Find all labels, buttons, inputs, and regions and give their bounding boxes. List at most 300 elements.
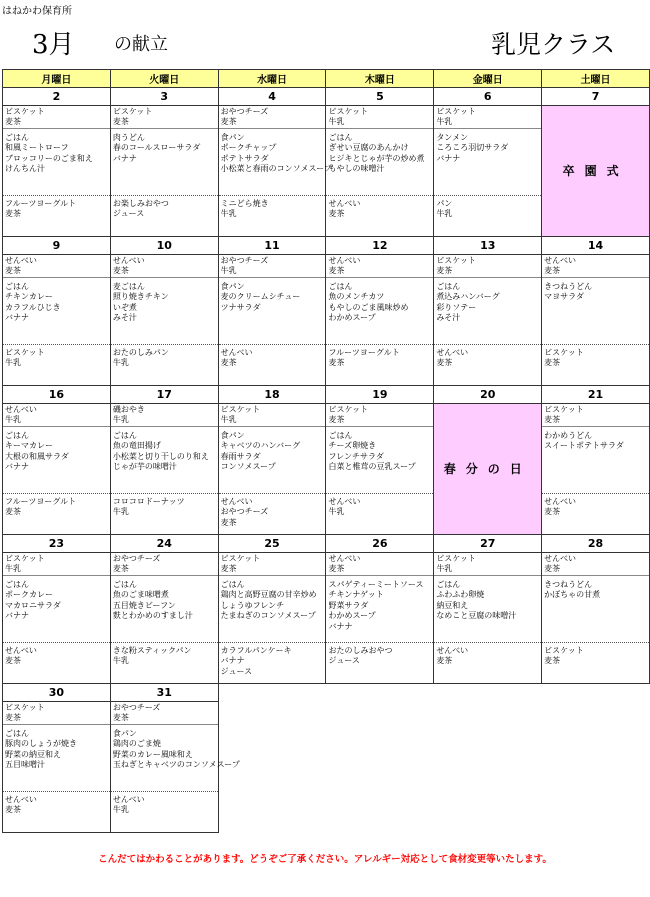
menu-cell — [434, 106, 542, 237]
morning-snack — [542, 255, 649, 278]
day-number: 13 — [434, 237, 542, 255]
menu-item: ビスケット — [436, 256, 476, 265]
menu-item: おやつチーズ — [220, 107, 269, 116]
menu-item: せんべい — [5, 405, 37, 414]
morning-snack — [111, 404, 218, 427]
menu-item: お楽しみおやつ — [112, 199, 169, 208]
morning-snack — [542, 404, 649, 427]
menu-item: ビスケット — [220, 554, 261, 563]
afternoon-snack — [3, 494, 110, 518]
morning-snack — [326, 106, 433, 129]
menu-item: ポークチャップ — [220, 143, 277, 153]
day-number: 28 — [542, 535, 650, 553]
lunch-menu — [111, 427, 218, 494]
menu-item: きつねうどん — [544, 282, 593, 291]
empty-cell — [542, 684, 650, 702]
menu-cell — [218, 255, 326, 386]
menu-item: 麦茶 — [5, 117, 21, 127]
morning-snack — [219, 553, 326, 576]
menu-item: フルーツヨーグルト — [328, 348, 400, 357]
menu-item: 食パン — [220, 282, 245, 291]
menu-row — [3, 404, 650, 535]
menu-item: ポークカレー — [5, 590, 53, 600]
menu-cell — [434, 255, 542, 386]
lunch-menu — [3, 129, 110, 196]
month-label: 3月 — [32, 30, 75, 60]
day-number: 7 — [542, 88, 650, 106]
lunch-menu — [326, 278, 433, 345]
menu-item: 豚肉のしょうが焼き — [5, 739, 77, 749]
menu-item: わかめスープ — [328, 313, 376, 323]
menu-item: なめこと豆腐の味噌汁 — [436, 611, 517, 621]
morning-snack — [111, 255, 218, 278]
lunch-menu — [434, 129, 541, 196]
afternoon-snack — [219, 643, 326, 677]
menu-item: バナナ — [436, 153, 461, 163]
lunch-menu — [326, 576, 433, 643]
menu-item: 牛乳 — [112, 507, 129, 517]
menu-item: タンメン — [436, 133, 469, 142]
event-cell — [434, 404, 542, 535]
menu-item: ごはん — [112, 580, 137, 589]
menu-item: 牛乳 — [220, 266, 237, 276]
menu-item: 野菜サラダ — [328, 600, 369, 610]
day-number: 17 — [110, 386, 218, 404]
menu-item: ジュース — [220, 666, 253, 676]
menu-item: ジュース — [112, 209, 145, 219]
menu-item: 五目焼きビーフン — [112, 600, 176, 610]
day-number: 12 — [326, 237, 434, 255]
menu-item: キャベツのハンバーグ — [220, 441, 301, 451]
menu-item: せんべい — [544, 554, 576, 563]
lunch-menu — [3, 427, 110, 494]
menu-item: かぼちゃの甘煮 — [544, 590, 601, 600]
menu-item: 大根の和風サラダ — [5, 451, 69, 461]
date-row — [3, 535, 650, 553]
menu-item: 麦茶 — [112, 266, 129, 276]
event-label: 春分の日 — [443, 461, 532, 476]
menu-item: 麦茶 — [328, 358, 345, 368]
menu-item: おたのしみパン — [112, 348, 169, 357]
afternoon-snack — [219, 494, 326, 528]
morning-snack — [219, 404, 326, 427]
day-number: 16 — [3, 386, 111, 404]
menu-item: ごはん — [5, 729, 29, 738]
event-cell — [542, 106, 650, 237]
menu-item: 小松菜と切り干しのり和え — [112, 451, 209, 461]
empty-cell — [542, 702, 650, 833]
menu-item: フルーツヨーグルト — [5, 497, 77, 506]
menu-item: マヨサラダ — [544, 292, 585, 302]
day-number: 31 — [110, 684, 218, 702]
menu-title: の献立 — [114, 34, 168, 55]
menu-cell — [110, 553, 218, 684]
menu-item: ぎせい豆腐のあんかけ — [328, 143, 409, 153]
school-name: はねかわ保育所 — [2, 6, 72, 17]
morning-snack — [111, 702, 218, 725]
menu-item: 麦茶 — [436, 656, 453, 666]
menu-item: ビスケット — [5, 703, 45, 712]
menu-item: ビスケット — [112, 107, 153, 116]
afternoon-snack — [219, 196, 326, 220]
afternoon-snack — [3, 196, 110, 220]
lunch-menu — [434, 278, 541, 345]
menu-item: せんべい — [328, 256, 361, 265]
menu-item: 白菜と椎茸の豆乳スープ — [328, 462, 416, 472]
lunch-menu — [542, 576, 649, 643]
menu-item: おやつチーズ — [220, 507, 269, 517]
afternoon-snack — [542, 345, 649, 369]
menu-cell — [218, 106, 332, 237]
menu-calendar — [2, 69, 650, 833]
menu-item: パン — [436, 199, 453, 208]
morning-snack — [434, 255, 541, 278]
menu-item: 磯おやき — [112, 405, 145, 414]
empty-cell — [326, 684, 434, 702]
menu-item: 牛乳 — [436, 117, 453, 127]
day-number: 25 — [218, 535, 326, 553]
menu-item: ビスケット — [328, 405, 369, 414]
menu-item: ごはん — [220, 580, 245, 589]
menu-row — [3, 702, 650, 833]
menu-item: チーズ卵焼き — [328, 441, 377, 451]
menu-item: きな粉スティックパン — [112, 646, 192, 655]
day-number: 10 — [110, 237, 218, 255]
menu-item: 春のコールスローサラダ — [112, 143, 201, 153]
afternoon-snack — [434, 196, 541, 220]
menu-item: 牛乳 — [328, 507, 345, 517]
menu-item: 麦茶 — [5, 805, 21, 815]
menu-item: おやつチーズ — [220, 256, 269, 265]
menu-item: ミニどら焼き — [220, 199, 269, 208]
lunch-menu — [542, 427, 649, 494]
menu-item: 牛乳 — [328, 117, 345, 127]
menu-item: ヒジキとじゃが芋の炒め煮 — [328, 153, 425, 163]
afternoon-snack — [3, 643, 110, 667]
menu-item: ごはん — [5, 133, 29, 142]
empty-cell — [218, 684, 326, 702]
menu-cell — [542, 255, 650, 386]
menu-item: ビスケット — [5, 554, 45, 563]
menu-item: 麦茶 — [544, 358, 561, 368]
afternoon-snack — [111, 345, 218, 369]
menu-item: フレンチサラダ — [328, 451, 384, 461]
menu-item: 麦茶 — [544, 656, 561, 666]
lunch-menu — [111, 129, 218, 196]
lunch-menu — [219, 576, 326, 643]
afternoon-snack — [111, 494, 218, 518]
menu-cell — [326, 255, 434, 386]
menu-item: 牛乳 — [112, 805, 129, 815]
lunch-menu — [3, 725, 110, 792]
afternoon-snack — [111, 792, 218, 816]
menu-cell — [110, 404, 218, 535]
menu-cell — [326, 106, 434, 237]
allergy-notice: こんだてはかわることがあります。どうぞご了承ください。アレルギー対応として食材変更等いたします。 — [98, 854, 552, 865]
lunch-menu — [3, 576, 110, 643]
morning-snack — [542, 553, 649, 576]
menu-item: 魚のメンチカツ — [328, 292, 385, 302]
menu-row — [3, 106, 650, 237]
menu-item: いぞ煮 — [112, 302, 137, 312]
menu-item: おやつチーズ — [112, 554, 161, 563]
menu-item: 食パン — [220, 133, 245, 142]
afternoon-snack — [219, 345, 326, 369]
lunch-menu — [111, 278, 218, 345]
menu-item: 照り焼きチキン — [112, 292, 169, 302]
menu-item: カラフルパンケーキ — [220, 646, 292, 655]
day-number: 18 — [218, 386, 326, 404]
lunch-menu — [434, 576, 541, 643]
morning-snack — [3, 404, 110, 427]
menu-item: みそ汁 — [112, 313, 137, 323]
menu-item: バナナ — [5, 611, 29, 621]
menu-item: ふわふわ卵焼 — [436, 590, 485, 600]
afternoon-snack — [111, 643, 218, 667]
menu-item: ごはん — [436, 580, 461, 589]
menu-item: 牛乳 — [112, 415, 129, 425]
menu-item: 牛乳 — [5, 358, 21, 368]
date-row — [3, 684, 650, 702]
menu-item: コロコロドーナッツ — [112, 497, 185, 506]
menu-item: せんべい — [328, 199, 361, 208]
menu-item: ごはん — [328, 282, 353, 291]
day-number: 11 — [218, 237, 326, 255]
menu-cell — [110, 255, 218, 386]
menu-cell — [3, 702, 111, 833]
menu-cell — [326, 553, 434, 684]
morning-snack — [3, 702, 110, 725]
menu-item: 納豆和え — [436, 600, 469, 610]
menu-item: せんべい — [328, 497, 361, 506]
menu-item: 麦茶 — [112, 117, 129, 127]
day-number: 20 — [434, 386, 542, 404]
menu-item: ポテトサラダ — [220, 153, 269, 163]
menu-item: バナナ — [5, 462, 29, 472]
menu-item: 麦茶 — [220, 517, 237, 527]
day-number: 26 — [326, 535, 434, 553]
weekday-header: 木曜日 — [326, 70, 434, 88]
menu-item: せんべい — [436, 646, 469, 655]
day-number: 2 — [3, 88, 111, 106]
afternoon-snack — [326, 643, 433, 667]
morning-snack — [434, 106, 541, 129]
menu-item: キーマカレー — [5, 441, 53, 451]
menu-item: 五目味噌汁 — [5, 760, 45, 770]
day-number: 19 — [326, 386, 434, 404]
afternoon-snack — [3, 345, 110, 369]
menu-item: スイートポテトサラダ — [544, 441, 624, 451]
afternoon-snack — [3, 792, 110, 816]
menu-item: 食パン — [112, 729, 137, 738]
menu-cell — [110, 702, 240, 833]
menu-cell — [542, 404, 650, 535]
menu-item: 麦のクリームシチュー — [220, 292, 301, 302]
menu-item: せんべい — [436, 348, 469, 357]
menu-item: ブロッコリーのごま和え — [5, 153, 93, 163]
menu-item: ビスケット — [5, 107, 45, 116]
menu-item: ビスケット — [5, 348, 45, 357]
menu-cell — [3, 404, 111, 535]
menu-item: 麦茶 — [328, 209, 345, 219]
menu-item: もやしのごま風味炒め — [328, 302, 409, 312]
menu-item: 牛乳 — [5, 415, 21, 425]
empty-cell — [434, 702, 542, 833]
menu-item: ごはん — [5, 431, 29, 440]
lunch-menu — [111, 576, 218, 643]
morning-snack — [434, 553, 541, 576]
menu-item: ビスケット — [544, 646, 584, 655]
menu-cell — [326, 404, 434, 535]
afternoon-snack — [326, 345, 433, 369]
weekday-header: 火曜日 — [110, 70, 218, 88]
afternoon-snack — [326, 494, 433, 518]
menu-item: わかめうどん — [544, 431, 593, 440]
menu-item: 麦茶 — [5, 266, 21, 276]
menu-cell — [542, 553, 650, 684]
morning-snack — [3, 553, 110, 576]
menu-item: フルーツヨーグルト — [5, 199, 77, 208]
morning-snack — [219, 255, 326, 278]
day-number: 4 — [218, 88, 326, 106]
menu-item: 麦茶 — [112, 713, 129, 723]
menu-item: バナナ — [220, 656, 245, 666]
day-number: 27 — [434, 535, 542, 553]
afternoon-snack — [434, 643, 541, 667]
menu-item: せんべい — [220, 348, 253, 357]
menu-row — [3, 255, 650, 386]
menu-item: 小松菜と春雨のコンソメスープ — [220, 164, 332, 174]
menu-item: 麦茶 — [544, 415, 561, 425]
menu-cell — [3, 106, 111, 237]
menu-item: 和風ミートローフ — [5, 143, 69, 153]
menu-item: せんべい — [5, 256, 37, 265]
menu-item: バナナ — [112, 153, 137, 163]
menu-item: 牛乳 — [112, 358, 129, 368]
menu-item: バナナ — [5, 313, 29, 323]
weekday-header: 月曜日 — [3, 70, 111, 88]
morning-snack — [326, 255, 433, 278]
menu-item: ごはん — [5, 282, 29, 291]
menu-item: しょうゆフレンチ — [220, 600, 285, 610]
menu-item: みそ汁 — [436, 313, 461, 323]
morning-snack — [326, 553, 433, 576]
menu-item: 麦茶 — [5, 713, 21, 723]
menu-item: チキンナゲット — [328, 590, 384, 600]
menu-item: ビスケット — [544, 405, 584, 414]
lunch-menu — [111, 725, 240, 792]
menu-item: けんちん汁 — [5, 164, 45, 174]
menu-item: 麩とわかめのすまし汁 — [112, 611, 193, 621]
morning-snack — [219, 106, 326, 129]
menu-item: ごはん — [436, 282, 461, 291]
lunch-menu — [326, 427, 433, 494]
day-number: 23 — [3, 535, 111, 553]
menu-item: せんべい — [5, 646, 37, 655]
lunch-menu — [219, 427, 326, 494]
menu-item: 彩りソテー — [436, 302, 477, 312]
weekday-header: 水曜日 — [218, 70, 326, 88]
afternoon-snack — [542, 643, 649, 667]
menu-item: 野菜のカレー風味和え — [112, 749, 193, 759]
menu-cell — [434, 553, 542, 684]
afternoon-snack — [326, 196, 433, 220]
menu-item: 魚の竜田揚げ — [112, 441, 161, 451]
menu-item: 麦茶 — [328, 564, 345, 574]
weekday-header-row — [3, 70, 650, 88]
menu-item: 玉ねぎとキャベツのコンソメスープ — [112, 760, 240, 770]
empty-cell — [326, 702, 434, 833]
menu-item: 麦茶 — [544, 507, 561, 517]
menu-item: 鶏肉のごま焼 — [112, 739, 161, 749]
menu-item: たまねぎのコンソメスープ — [220, 611, 316, 621]
menu-item: おやつチーズ — [112, 703, 161, 712]
menu-item: おたのしみおやつ — [328, 646, 393, 655]
menu-item: ビスケット — [436, 107, 476, 116]
menu-item: きつねうどん — [544, 580, 593, 589]
menu-item: ごはん — [328, 431, 353, 440]
menu-cell — [218, 553, 326, 684]
afternoon-snack — [434, 345, 541, 369]
menu-item: チキンカレー — [5, 292, 53, 302]
menu-item: せんべい — [220, 497, 253, 506]
empty-cell — [434, 684, 542, 702]
lunch-menu — [542, 278, 649, 345]
menu-cell — [110, 106, 218, 237]
lunch-menu — [326, 129, 433, 196]
afternoon-snack — [111, 196, 218, 220]
menu-item: スパゲティーミートソース — [328, 580, 424, 589]
menu-item: 麦茶 — [436, 266, 453, 276]
menu-item: 肉うどん — [112, 133, 145, 142]
lunch-menu — [3, 278, 110, 345]
menu-item: 麦茶 — [544, 266, 561, 276]
menu-item: 牛乳 — [220, 415, 237, 425]
menu-item: 麦茶 — [5, 656, 21, 666]
day-number: 9 — [3, 237, 111, 255]
menu-item: 麦茶 — [112, 564, 129, 574]
menu-item: ごはん — [328, 133, 353, 142]
menu-item: 牛乳 — [436, 564, 453, 574]
day-number: 24 — [110, 535, 218, 553]
menu-item: せんべい — [112, 795, 145, 804]
menu-item: マカロニサラダ — [5, 600, 61, 610]
menu-item: 麦茶 — [328, 266, 345, 276]
menu-item: バナナ — [328, 621, 353, 631]
menu-item: せんべい — [5, 795, 37, 804]
menu-item: ビスケット — [544, 348, 584, 357]
menu-item: 麦茶 — [544, 564, 561, 574]
lunch-menu — [219, 278, 326, 345]
menu-item: 麦茶 — [5, 209, 21, 219]
menu-cell — [218, 404, 326, 535]
menu-item: 麦ごはん — [112, 282, 145, 291]
menu-item: ジュース — [328, 656, 360, 666]
morning-snack — [3, 255, 110, 278]
menu-item: 麦茶 — [328, 415, 345, 425]
event-label: 卒園式 — [562, 163, 629, 178]
lunch-menu — [219, 129, 332, 196]
menu-item: 煮込みハンバーグ — [436, 292, 500, 302]
menu-cell — [3, 255, 111, 386]
menu-item: ツナサラダ — [220, 302, 261, 312]
menu-item: ころころ羽切サラダ — [436, 143, 509, 153]
menu-item: 牛乳 — [436, 209, 453, 219]
menu-item: せんべい — [544, 256, 576, 265]
day-number: 3 — [110, 88, 218, 106]
menu-row — [3, 553, 650, 684]
menu-item: コンソメスープ — [220, 462, 276, 472]
